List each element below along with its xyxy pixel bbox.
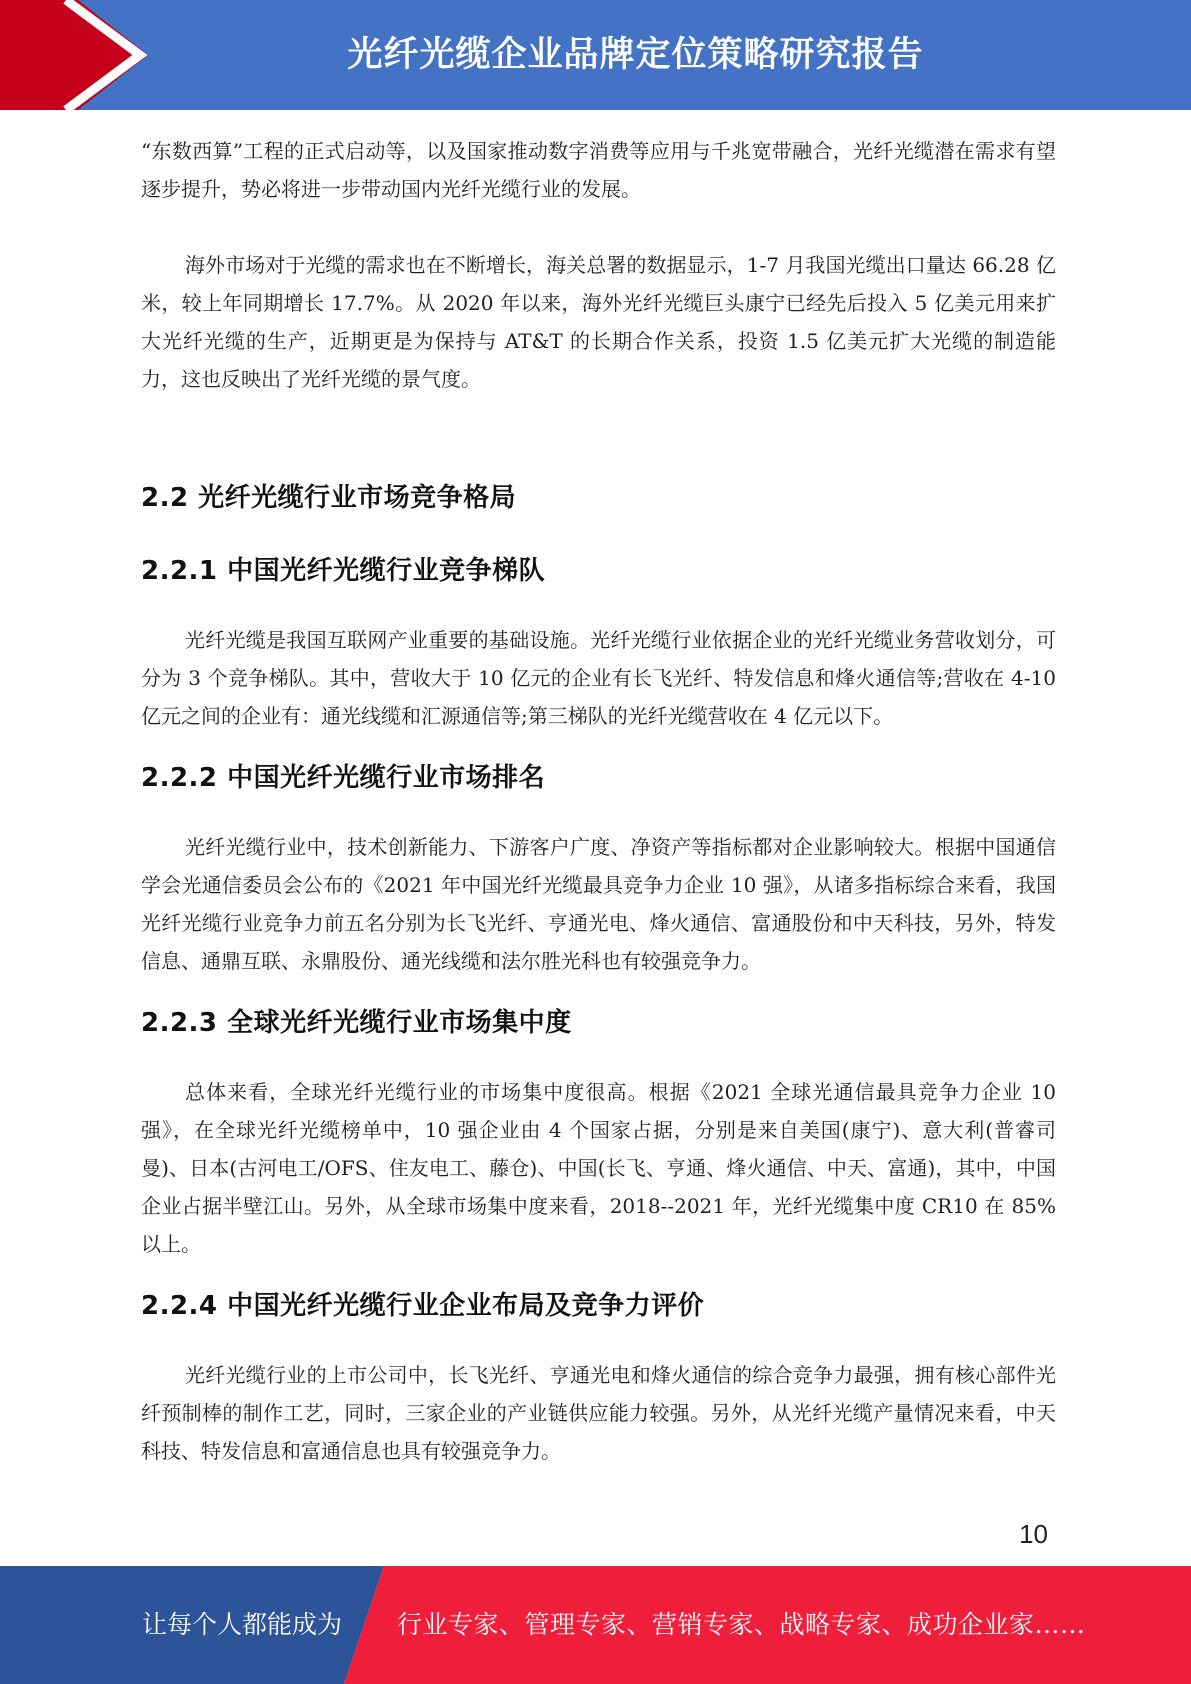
subsection-heading-2-2-2: 2.2.2 中国光纤光缆行业市场排名 [141, 763, 546, 793]
subsection-heading-2-2-4: 2.2.4 中国光纤光缆行业企业布局及竞争力评价 [141, 1291, 705, 1321]
red-arrow-logo-icon [0, 0, 160, 110]
report-title: 光纤光缆企业品牌定位策略研究报告 [347, 35, 924, 75]
subsection-paragraph-2-2-1: 光纤光缆是我国互联网产业重要的基础设施。光纤光缆行业依据企业的光纤光缆业务营收划分，可分为 3 个竞争梯队。其中，营收大于 10 亿元的企业有长飞光纤、特发信息和烽火通信等;营收在 4-10 亿元之间的企业有：通光线缆和汇源通信等;第三梯队的光纤光缆营收在 4 亿元以下。 [141, 628, 1056, 728]
page-footer [0, 1566, 1191, 1684]
page-header [0, 0, 1191, 110]
subsection-heading-2-2-3: 2.2.3 全球光纤光缆行业市场集中度 [141, 1008, 572, 1038]
intro-paragraph: “东数西算”工程的正式启动等，以及国家推动数字消费等应用与千兆宽带融合，光纤光缆潜在需求有望逐步提升，势必将进一步带动国内光纤光缆行业的发展。 [141, 139, 1056, 201]
page-number: 10 [1019, 1519, 1048, 1549]
footer-slogan-left: 让每个人都能成为 [142, 1610, 343, 1639]
subsection-heading-2-2-1: 2.2.1 中国光纤光缆行业竞争梯队 [141, 556, 546, 586]
subsection-paragraph-2-2-2: 光纤光缆行业中，技术创新能力、下游客户广度、净资产等指标都对企业影响较大。根据中国通信学会光通信委员会公布的《2021 年中国光纤光缆最具竞争力企业 10 强》，从诸多指标综合来看，我国光纤光缆行业竞争力前五名分别为长飞光纤、亨通光电、烽火通信、富通股份和中天科技，另外，特发信息、通鼎互联、永鼎股份、通光线缆和法尔胜光科也有较强竞争力。 [141, 835, 1056, 973]
subsection-paragraph-2-2-4: 光纤光缆行业的上市公司中，长飞光纤、亨通光电和烽火通信的综合竞争力最强，拥有核心部件光纤预制棒的制作工艺，同时，三家企业的产业链供应能力较强。另外，从光纤光缆产量情况来看，中天科技、特发信息和富通信息也具有较强竞争力。 [141, 1363, 1056, 1463]
overseas-market-paragraph: 海外市场对于光缆的需求也在不断增长，海关总署的数据显示，1-7 月我国光缆出口量达 66.28 亿米，较上年同期增长 17.7%。从 2020 年以来，海外光纤光缆巨头康宁已经先后投入 5 亿美元用来扩大光纤光缆的生产，近期更是为保持与 AT&T 的长期合作关系，投资 1.5 亿美元扩大光缆的制造能力，这也反映出了光纤光缆的景气度。 [141, 253, 1056, 391]
footer-slogan-right: 行业专家、管理专家、营销专家、战略专家、成功企业家…… [397, 1610, 1086, 1639]
page-content [141, 132, 1056, 1470]
subsection-paragraph-2-2-3: 总体来看，全球光纤光缆行业的市场集中度很高。根据《2021 全球光通信最具竞争力企业 10 强》，在全球光纤光缆榜单中，10 强企业由 4 个国家占据，分别是来自美国(康宁)、意大利(普睿司曼)、日本(古河电工/OFS、住友电工、藤仓)、中国(长飞、亨通、烽火通信、中天、富通)，其中，中国企业占据半壁江山。另外，从全球市场集中度来看，2018--2021 年，光纤光缆集中度 CR10 在 85%以上。 [141, 1080, 1056, 1256]
section-heading: 2.2 光纤光缆行业市场竞争格局 [141, 483, 517, 513]
